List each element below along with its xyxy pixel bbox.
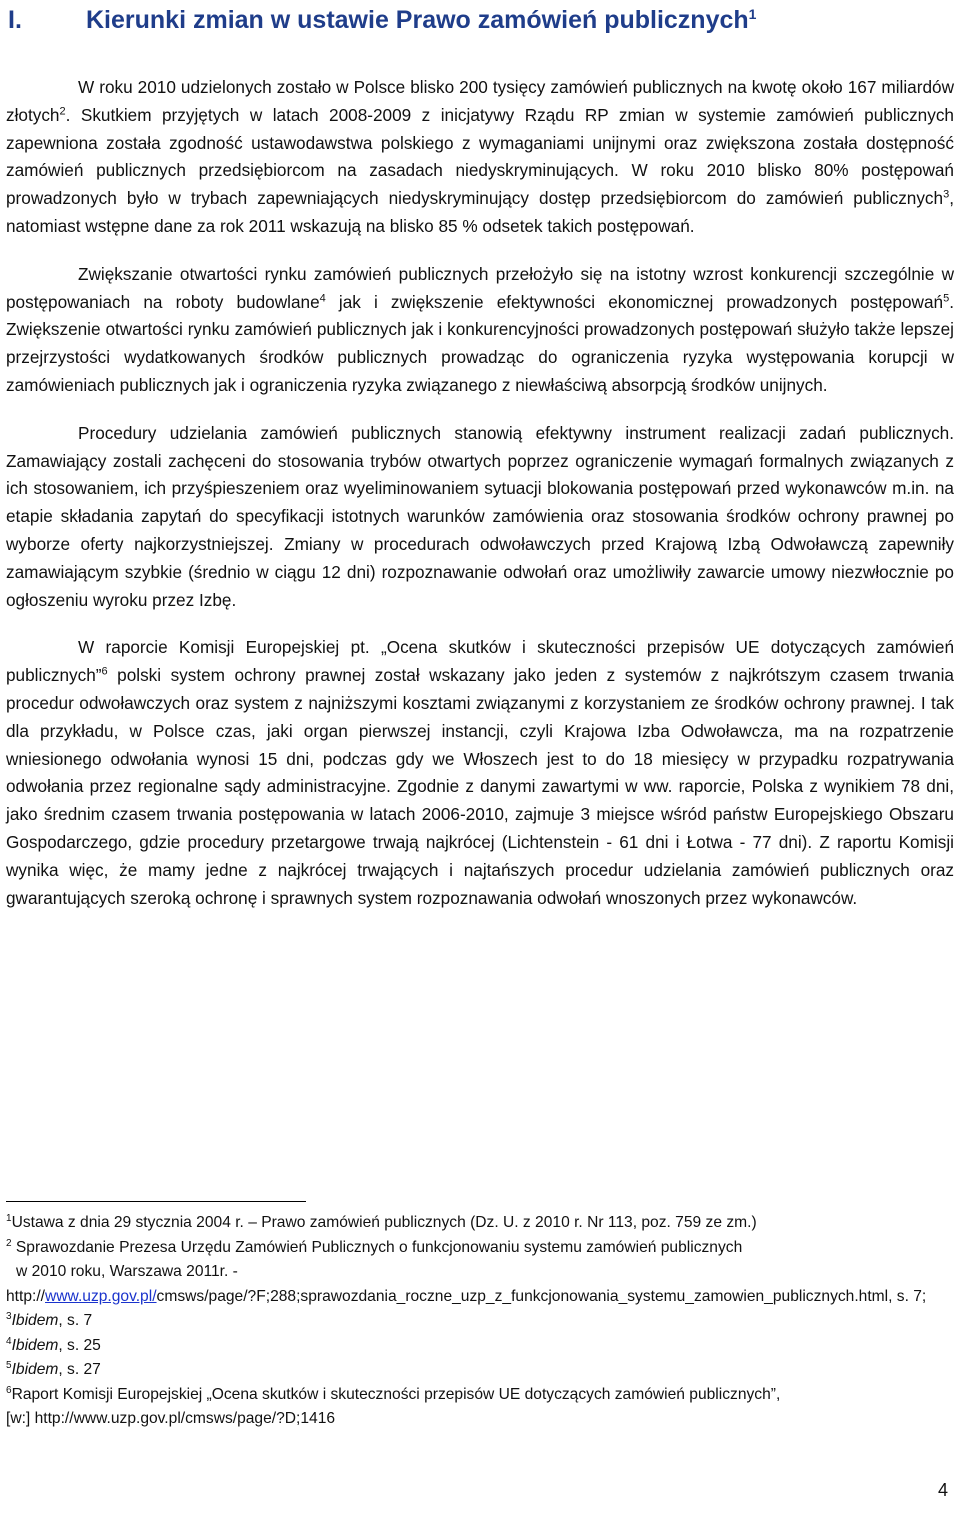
footnote-1: $^1$Ustawa z dnia 29 stycznia 2004 r. – Prawo zamówień publicznych (Dz. U. z 2010 r. Nr 113, poz. 759 ze zm.) xyxy=(6,1212,757,1231)
section-title: Kierunki zmian w ustawie Prawo zamówień publicznych xyxy=(86,6,749,34)
footnote-ref[interactable]: 6 xyxy=(101,665,108,678)
footnote-6: $^6$Raport Komisji Europejskiej „Ocena skutków i skuteczności przepisów UE dotyczących zamówień publicznych”, xyxy=(6,1384,781,1403)
section-number: I. xyxy=(8,6,22,34)
footnote-5: $^5$Ibidem, s. 27 xyxy=(6,1359,101,1378)
footnote-6-continued: [w:] http://www.uzp.gov.pl/cmsws/page/?D;1416 xyxy=(6,1410,336,1427)
uzp-link[interactable]: www.uzp.gov.pl/ xyxy=(45,1287,157,1305)
footnote-ref[interactable]: 2 xyxy=(59,105,66,118)
footnotes xyxy=(6,1211,956,1432)
footnote-3: $^3$Ibidem, s. 7 xyxy=(6,1310,93,1329)
footnote-separator xyxy=(6,1201,306,1202)
paragraph-1: W roku 2010 udzielonych zostało w Polsce blisko 200 tysięcy zamówień publicznych na kwotę około 167 miliardów złotych$^2$. Skutkiem przyjętych w latach 2008-2009 z inicjatywy Rządu RP zmian w systemie zamówień publicznych zapewniona została zgodność ustawodawstwa polskiego z wymaganiami unijnymi oraz zwiększona została dostępność zamówień publicznych przedsiębiorcom na zasadach niedyskryminujących. W roku 2010 blisko 80% postępowań prowadzonych było w trybach zapewniających niedyskryminujący dostęp przedsiębiorcom do zamówień publicznych$^3$, natomiast wstępne dane za rok 2011 wskazują na blisko 85 % odsetek takich postępowań. xyxy=(6,77,954,236)
footnote-ref[interactable]: 1 xyxy=(748,6,757,22)
paragraph-4: W raporcie Komisji Europejskiej pt. „Ocena skutków i skuteczności przepisów UE dotyczących zamówień publicznych”$^6$ polski system ochrony prawnej został wskazany jako jeden z systemów z najkrótszym czasem trwania procedur odwoławczych oraz system z najniższymi kosztami związanymi z korzystaniem ze środków ochrony prawnej. I tak dla przykładu, w Polsce czas, jaki organ pierwszej instancji, czyli Krajowa Izba Odwoławcza, ma na rozpatrzenie wniesionego odwołania wynosi 15 dni, podczas gdy we Włoszech jest to do 18 miesięcy w przypadku rozpatrywania odwołania przez regionalne sądy administracyjne. Zgodnie z danymi zawartymi w ww. raporcie, Polska z wynikiem 78 dni, jako średnim czasem trwania postępowania w latach 2006-2010, zajmuje 3 miejsce wśród państw Europejskiego Obszaru Gospodarczego, gdzie procedury przetargowe trwają najkrócej (Lichtenstein - 61 dni i Łotwa - 77 dni). Z raportu Komisji wynika więc, że mamy jedne z najkrócej trwających i najtańszych procedur udzielania zamówień publicznych oraz gwarantujących szeroką ochronę i sprawnych system rozpoznawania odwołań wnoszonych przez wykonawców. xyxy=(6,637,954,908)
footnote-4: $^4$Ibidem, s. 25 xyxy=(6,1335,101,1354)
footnote-2-continued: w 2010 roku, Warszawa 2011r. - xyxy=(16,1263,238,1280)
footnote-ref[interactable]: 3 xyxy=(943,188,950,201)
footnote-2: $^2$ Sprawozdanie Prezesa Urzędu Zamówień Publicznych o funkcjonowaniu systemu zamówień publicznych xyxy=(6,1237,743,1256)
paragraph-3: Procedury udzielania zamówień publicznych stanowią efektywny instrument realizacji zadań publicznych. Zamawiający zostali zachęceni do stosowania trybów otwartych poprzez ograniczenie wymagań formalnych związanych z ich stosowaniem, ich przyśpieszeniem oraz wyeliminowaniem sytuacji blokowania postępowań przed wykonawców m.in. na etapie składania zapytań do specyfikacji istotnych warunków zamówienia oraz stosowania środków ochrony prawnej po wyborze oferty najkorzystniejszej. Zmiany w procedurach odwoławczych przed Krajową Izbą Odwoławczą zapewniły zamawiającym szybkie (średnio w ciągu 12 dni) rozpoznawanie odwołań oraz umożliwiły zawarcie umowy niezwłocznie po ogłoszeniu wyroku przez Izbę. xyxy=(6,422,954,610)
page-number: 4 xyxy=(937,1480,948,1500)
footnote-2-url: http://www.uzp.gov.pl/cmsws/page/?F;288;sprawozdania_roczne_uzp_z_funkcjonowania_systemu_zamowien_publicznych.html, s. 7; xyxy=(6,1287,927,1305)
footnote-ref[interactable]: 5 xyxy=(943,291,950,304)
section-heading xyxy=(8,0,756,40)
footnote-ref[interactable]: 4 xyxy=(319,291,326,304)
body-text xyxy=(6,74,954,932)
paragraph-2: Zwiększanie otwartości rynku zamówień publicznych przełożyło się na istotny wzrost konkurencji szczególnie w postępowaniach na roboty budowlane$^4$ jak i zwiększenie efektywności ekonomicznej prowadzonych postępowań$^5$. Zwiększenie otwartości rynku zamówień publicznych jak i konkurencyjności prowadzonych postępowań służyło także lepszej przejrzystości wydatkowanych środków publicznych prowadząc do ograniczenia ryzyka występowania korupcji w zamówieniach publicznych jak i ograniczenia ryzyka związanego z niewłaściwą absorpcją środków unijnych. xyxy=(6,263,954,395)
